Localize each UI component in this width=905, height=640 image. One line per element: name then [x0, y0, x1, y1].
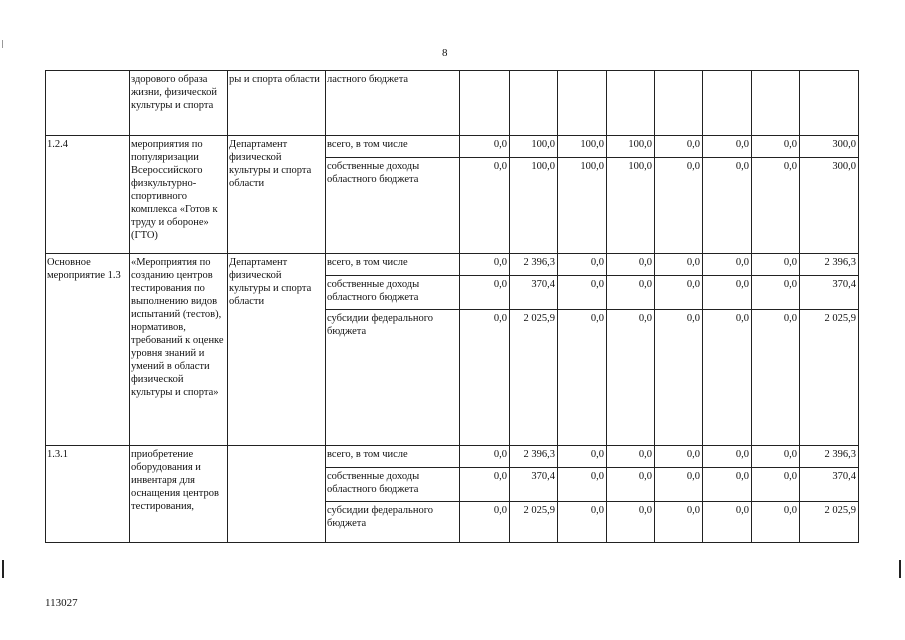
value-cell: 0,0 [655, 276, 703, 310]
value-cell [607, 71, 655, 136]
value-cell [800, 71, 859, 136]
value-cell: 0,0 [655, 136, 703, 158]
total-cell: 2 025,9 [800, 502, 859, 543]
value-cell: 0,0 [703, 468, 752, 502]
table-row-1-3 [46, 254, 859, 276]
footer-code: 113027 [45, 597, 78, 609]
value-cell: 0,0 [752, 276, 800, 310]
budget-table [45, 70, 859, 543]
source-cell: ластного бюджета [326, 71, 460, 136]
value-cell: 100,0 [510, 158, 558, 254]
value-cell [703, 71, 752, 136]
value-cell: 0,0 [607, 276, 655, 310]
total-cell: 2 396,3 [800, 446, 859, 468]
source-cell: всего, в том числе [326, 254, 460, 276]
value-cell: 0,0 [460, 468, 510, 502]
value-cell: 0,0 [460, 276, 510, 310]
value-cell: 0,0 [607, 502, 655, 543]
executor-cell [228, 446, 326, 543]
value-cell: 370,4 [510, 276, 558, 310]
code-cell: 1.2.4 [46, 136, 130, 254]
code-cell [46, 71, 130, 136]
total-cell: 370,4 [800, 276, 859, 310]
total-cell: 300,0 [800, 158, 859, 254]
value-cell: 0,0 [655, 310, 703, 446]
value-cell: 100,0 [607, 158, 655, 254]
table-row-1-2-4 [46, 136, 859, 158]
scan-mark-top-left [2, 40, 3, 48]
value-cell: 0,0 [558, 502, 607, 543]
value-cell: 0,0 [655, 468, 703, 502]
value-cell: 0,0 [752, 446, 800, 468]
value-cell [752, 71, 800, 136]
value-cell: 0,0 [607, 446, 655, 468]
value-cell: 0,0 [655, 502, 703, 543]
value-cell: 0,0 [655, 446, 703, 468]
value-cell: 100,0 [558, 158, 607, 254]
value-cell: 0,0 [752, 502, 800, 543]
source-cell: собственные доходы областного бюджета [326, 276, 460, 310]
value-cell: 0,0 [460, 158, 510, 254]
code-cell: 1.3.1 [46, 446, 130, 543]
source-cell: всего, в том числе [326, 136, 460, 158]
value-cell: 0,0 [703, 136, 752, 158]
total-cell: 2 025,9 [800, 310, 859, 446]
value-cell: 0,0 [703, 310, 752, 446]
value-cell: 0,0 [703, 502, 752, 543]
table-row-continued [46, 71, 859, 136]
value-cell: 0,0 [607, 254, 655, 276]
page-number: 8 [442, 47, 448, 59]
value-cell: 2 396,3 [510, 254, 558, 276]
value-cell: 0,0 [655, 254, 703, 276]
source-cell: собственные доходы областного бюджета [326, 468, 460, 502]
value-cell: 100,0 [607, 136, 655, 158]
source-cell: субсидии федерального бюджета [326, 502, 460, 543]
total-cell: 2 396,3 [800, 254, 859, 276]
name-cell: приобретение оборудования и инвентаря для оснащения центров тестирования, [130, 446, 228, 543]
value-cell: 100,0 [558, 136, 607, 158]
value-cell: 2 025,9 [510, 502, 558, 543]
value-cell: 2 396,3 [510, 446, 558, 468]
value-cell [655, 71, 703, 136]
source-cell: субсидии федерального бюджета [326, 310, 460, 446]
value-cell: 0,0 [655, 158, 703, 254]
value-cell [460, 71, 510, 136]
value-cell: 0,0 [752, 136, 800, 158]
value-cell: 0,0 [752, 254, 800, 276]
executor-cell: Департамент физической культуры и спорта области [228, 136, 326, 254]
value-cell: 2 025,9 [510, 310, 558, 446]
value-cell: 0,0 [607, 310, 655, 446]
source-cell: собственные доходы областного бюджета [326, 158, 460, 254]
value-cell: 0,0 [607, 468, 655, 502]
value-cell: 0,0 [460, 310, 510, 446]
executor-cell: ры и спорта области [228, 71, 326, 136]
total-cell: 300,0 [800, 136, 859, 158]
value-cell [558, 71, 607, 136]
value-cell: 0,0 [460, 446, 510, 468]
value-cell: 0,0 [558, 254, 607, 276]
name-cell: мероприятия по популяризации Всероссийского физкультурно-спортивного комплекса «Готов к труду и обороне» (ГТО) [130, 136, 228, 254]
executor-cell: Департамент физической культуры и спорта области [228, 254, 326, 446]
value-cell: 370,4 [510, 468, 558, 502]
value-cell [510, 71, 558, 136]
value-cell: 0,0 [558, 276, 607, 310]
scan-mark-bottom-left [2, 560, 4, 578]
total-cell: 370,4 [800, 468, 859, 502]
value-cell: 0,0 [703, 276, 752, 310]
value-cell: 0,0 [752, 310, 800, 446]
value-cell: 0,0 [558, 310, 607, 446]
value-cell: 0,0 [703, 254, 752, 276]
code-cell: Основное мероприятие 1.3 [46, 254, 130, 446]
value-cell: 0,0 [460, 136, 510, 158]
name-cell: здорового образа жизни, физической культуры и спорта [130, 71, 228, 136]
value-cell: 0,0 [558, 468, 607, 502]
value-cell: 0,0 [752, 468, 800, 502]
value-cell: 0,0 [752, 158, 800, 254]
value-cell: 0,0 [460, 502, 510, 543]
scan-mark-bottom-right [899, 560, 901, 578]
source-cell: всего, в том числе [326, 446, 460, 468]
table-row-1-3-1 [46, 446, 859, 468]
value-cell: 0,0 [558, 446, 607, 468]
value-cell: 0,0 [703, 158, 752, 254]
value-cell: 0,0 [460, 254, 510, 276]
value-cell: 100,0 [510, 136, 558, 158]
value-cell: 0,0 [703, 446, 752, 468]
name-cell: «Мероприятия по созданию центров тестирования по выполнению видов испытаний (тестов), нормативов, требований к оценке уровня знаний и умений в области физической культуры и спорта» [130, 254, 228, 446]
